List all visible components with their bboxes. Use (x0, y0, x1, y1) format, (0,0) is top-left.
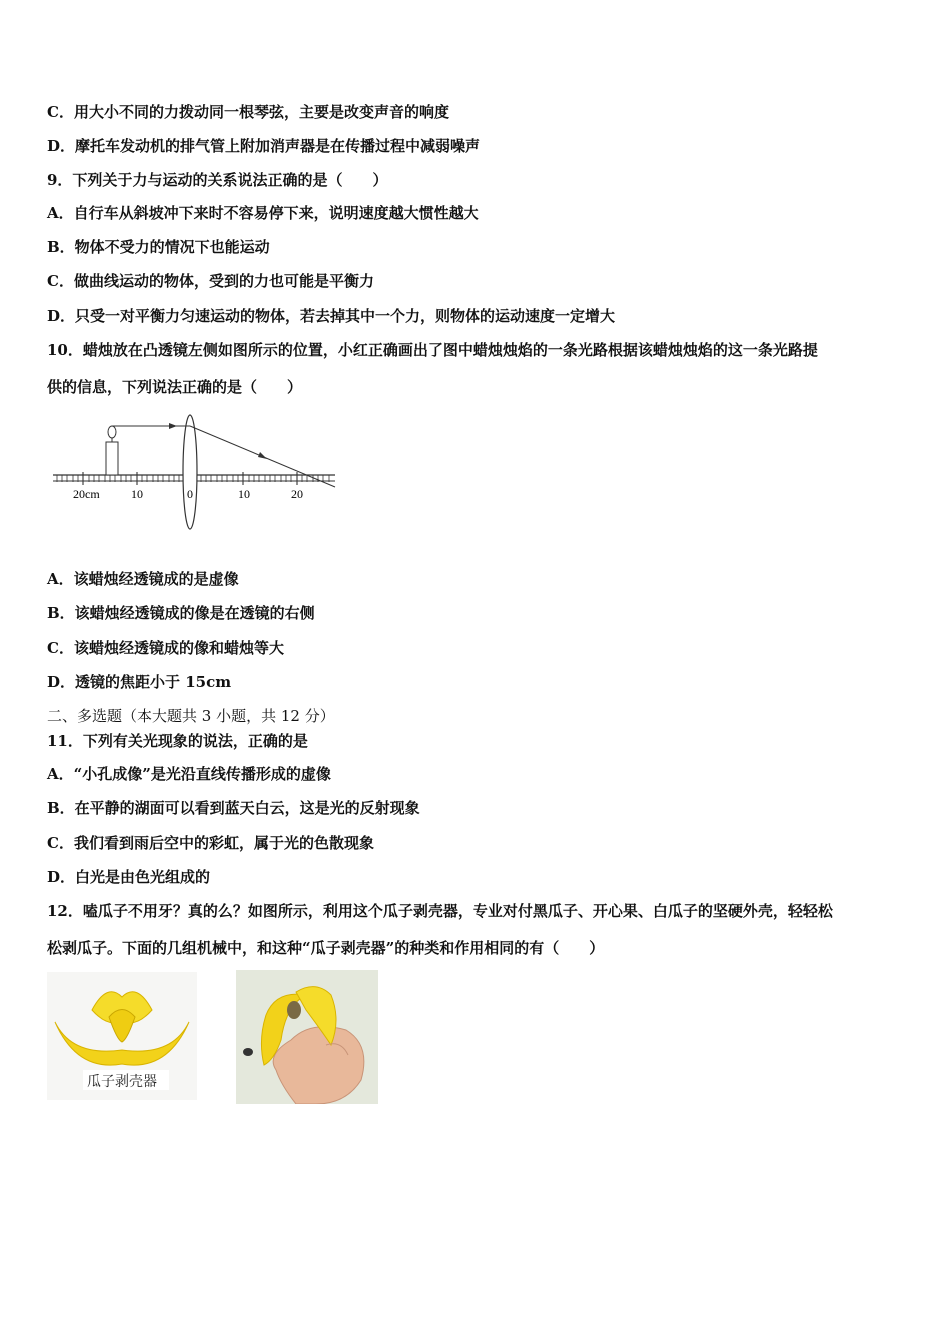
question-9: 9．下列关于力与运动的关系说法正确的是（ ） (47, 171, 388, 189)
sheller-photo-caption: 瓜子剥壳器 (87, 1074, 157, 1090)
convex-lens (183, 415, 197, 529)
tick-label-10-left: 10 (131, 487, 143, 501)
q10-option-d: D．透镜的焦距小于 15cm (47, 673, 232, 691)
question-12-line1: 12．嗑瓜子不用牙？真的么？如图所示，利用这个瓜子剥壳器，专业对付黑瓜子、开心果、白瓜子的坚硬外壳，轻轻松 (47, 902, 833, 920)
tick-label-20cm-left: 20cm (73, 487, 100, 501)
q9-option-d: D．只受一对平衡力匀速运动的物体，若去掉其中一个力，则物体的运动速度一定增大 (47, 307, 616, 325)
q10-option-c: C．该蜡烛经透镜成的像和蜡烛等大 (47, 639, 284, 657)
q11-option-b: B．在平静的湖面可以看到蓝天白云，这是光的反射现象 (47, 799, 420, 817)
question-12-line2: 松剥瓜子。下面的几组机械中，和这种“瓜子剥壳器”的种类和作用相同的有（ ） (47, 939, 605, 957)
q9-option-a: A．自行车从斜坡冲下来时不容易停下来，说明速度越大惯性越大 (47, 204, 479, 222)
tick-label-0: 0 (187, 487, 193, 501)
lens-ray-diagram (45, 412, 345, 537)
candle-icon (106, 426, 118, 475)
sheller-photo (47, 972, 197, 1100)
q10-option-b: B．该蜡烛经透镜成的像是在透镜的右侧 (47, 604, 315, 622)
option-c-string: C．用大小不同的力拨动同一根琴弦，主要是改变声音的响度 (47, 103, 449, 121)
q11-option-a: A．“小孔成像”是光沿直线传播形成的虚像 (47, 765, 331, 783)
sheller-in-hand-photo (236, 970, 378, 1104)
section-heading-multi-choice: 二、多选题（本大题共 3 小题，共 12 分） (47, 707, 335, 725)
q9-option-b: B．物体不受力的情况下也能运动 (47, 238, 270, 256)
question-11: 11．下列有关光现象的说法，正确的是 (47, 732, 308, 750)
q10-option-a: A．该蜡烛经透镜成的是虚像 (47, 570, 239, 588)
tick-label-10-right: 10 (238, 487, 250, 501)
question-10-line1: 10．蜡烛放在凸透镜左侧如图所示的位置，小红正确画出了图中蜡烛烛焰的一条光路根据该蜡烛烛焰的这一条光路提 (47, 341, 818, 359)
tick-label-20-right: 20 (291, 487, 303, 501)
q11-option-c: C．我们看到雨后空中的彩虹，属于光的色散现象 (47, 834, 374, 852)
option-d-muffler: D．摩托车发动机的排气管上附加消声器是在传播过程中减弱噪声 (47, 137, 481, 155)
q11-option-d: D．白光是由色光组成的 (47, 868, 211, 886)
q9-option-c: C．做曲线运动的物体，受到的力也可能是平衡力 (47, 272, 374, 290)
question-10-line2: 供的信息，下列说法正确的是（ ） (47, 378, 303, 396)
